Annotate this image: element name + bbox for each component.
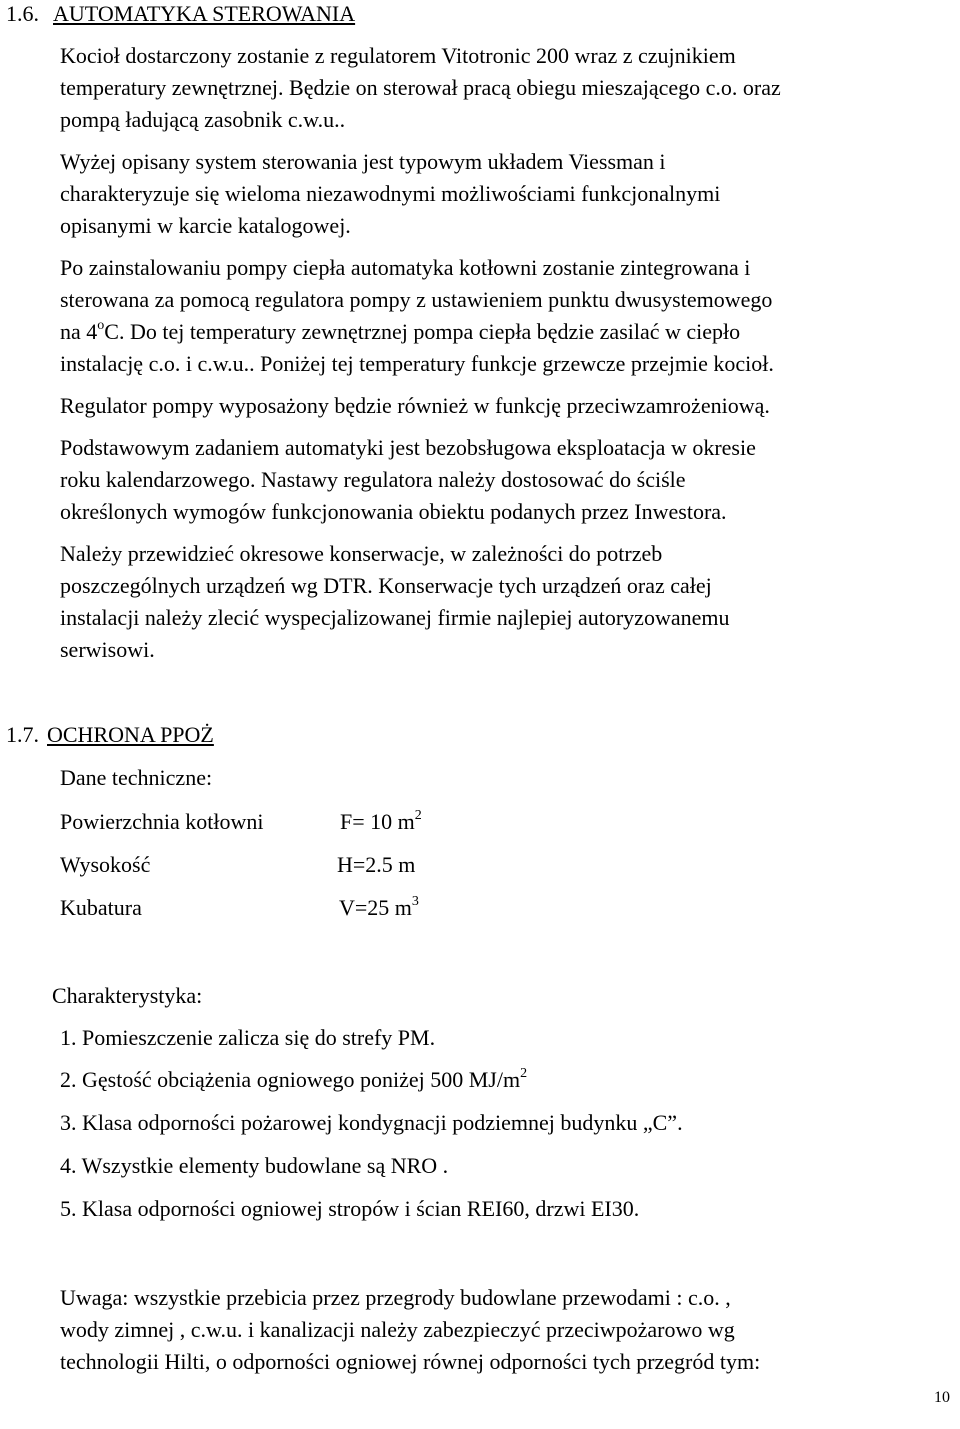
paragraph-antifreeze — [60, 390, 950, 422]
text-line: instalacji należy zlecić wyspecjalizowanej firmie najlepiej autoryzowanemu — [60, 605, 730, 630]
value-text: V=25 m — [339, 895, 412, 920]
note-paragraph — [60, 1282, 950, 1378]
paragraph-maintenance — [60, 538, 950, 666]
text-line: sterowana za pomocą regulatora pompy z ustawieniem punktu dwusystemowego — [60, 287, 773, 312]
text-line: serwisowi. — [60, 637, 155, 662]
tech-row-value — [337, 849, 415, 881]
list-item-text: 3. Klasa odporności pożarowej kondygnacji podziemnej budynku „C”. — [60, 1110, 683, 1135]
characteristics-label: Charakterystyka: — [52, 983, 203, 1008]
tech-row-label: Powierzchnia kotłowni — [60, 809, 264, 834]
tech-row-label: Wysokość — [60, 852, 151, 877]
list-item — [60, 1064, 527, 1096]
tech-row-value — [339, 892, 419, 924]
value-text: H=2.5 m — [337, 852, 416, 877]
text-line: Kocioł dostarczony zostanie z regulatorem Vitotronic 200 wraz z czujnikiem — [60, 43, 736, 68]
unit-superscript: 2 — [414, 807, 422, 823]
text-line-temperature — [60, 316, 950, 348]
text-line: temperatury zewnętrznej. Będzie on sterował pracą obiegu mieszającego c.o. oraz — [60, 75, 781, 100]
unit-superscript: 2 — [520, 1065, 528, 1081]
page-number: 10 — [934, 1389, 950, 1406]
list-item-text: 1. Pomieszczenie zalicza się do strefy PM. — [60, 1025, 436, 1050]
tech-row-volume — [60, 892, 419, 924]
section-title: OCHRONA PPOŻ — [47, 722, 214, 747]
tech-row-area — [60, 806, 422, 838]
list-item — [60, 1150, 448, 1182]
list-item-text: 5. Klasa odporności ogniowej stropów i ścian REI60, drzwi EI30. — [60, 1196, 640, 1221]
text-line: określonych wymogów funkcjonowania obiektu podanych przez Inwestora. — [60, 499, 727, 524]
list-item — [60, 1193, 639, 1225]
text-line: poszczególnych urządzeń wg DTR. Konserwacje tych urządzeń oraz całej — [60, 573, 712, 598]
text-line: roku kalendarzowego. Nastawy regulatora należy dostosować do ściśle — [60, 467, 686, 492]
degree-superscript: o — [97, 317, 105, 333]
list-item — [60, 1107, 683, 1139]
text-line: wody zimnej , c.w.u. i kanalizacji należy zabezpieczyć przeciwpożarowo wg — [60, 1317, 735, 1342]
list-item-text: 2. Gęstość obciążenia ogniowego poniżej 500 MJ/m — [60, 1067, 521, 1092]
section-number: 1.6. — [6, 1, 39, 26]
unit-superscript: 3 — [411, 893, 419, 909]
technical-data-label: Dane techniczne: — [60, 765, 213, 790]
paragraph-controller — [60, 40, 950, 136]
text-line: pompą ładującą zasobnik c.w.u.. — [60, 107, 346, 132]
text-line: charakteryzuje się wieloma niezawodnymi możliwościami funkcjonalnymi — [60, 181, 721, 206]
tech-row-height — [60, 849, 416, 881]
section-heading-1-6 — [6, 0, 355, 30]
paragraph-automation-goal — [60, 432, 950, 528]
text-fragment: na 4 — [60, 319, 98, 344]
paragraph-heat-pump — [60, 252, 950, 380]
section-heading-1-7 — [6, 719, 214, 751]
text-line: Podstawowym zadaniem automatyki jest bezobsługowa eksploatacja w okresie — [60, 435, 756, 460]
text-line: Uwaga: wszystkie przebicia przez przegrody budowlane przewodami : c.o. , — [60, 1285, 731, 1310]
list-item-text: 4. Wszystkie elementy budowlane są NRO . — [60, 1153, 449, 1178]
value-text: F= 10 m — [340, 809, 415, 834]
text-line: Regulator pompy wyposażony będzie również w funkcję przeciwzamrożeniową. — [60, 393, 770, 418]
section-number: 1.7. — [6, 722, 39, 747]
list-item — [60, 1022, 435, 1054]
text-line: Po zainstalowaniu pompy ciepła automatyka kotłowni zostanie zintegrowana i — [60, 255, 751, 280]
text-fragment: C. Do tej temperatury zewnętrznej pompa ciepła będzie zasilać w ciepło — [104, 319, 741, 344]
section-title: AUTOMATYKA STEROWANIA — [53, 1, 356, 26]
text-line: Wyżej opisany system sterowania jest typowym układem Viessman i — [60, 149, 666, 174]
text-line: instalację c.o. i c.w.u.. Poniżej tej temperatury funkcje grzewcze przejmie kocioł. — [60, 351, 774, 376]
tech-row-label: Kubatura — [60, 895, 142, 920]
text-line: technologii Hilti, o odporności ogniowej równej odporności tych przegród tym: — [60, 1349, 761, 1374]
text-line: Należy przewidzieć okresowe konserwacje, w zależności do potrzeb — [60, 541, 663, 566]
tech-row-value — [340, 806, 422, 838]
paragraph-system — [60, 146, 950, 242]
text-line: opisanymi w karcie katalogowej. — [60, 213, 351, 238]
